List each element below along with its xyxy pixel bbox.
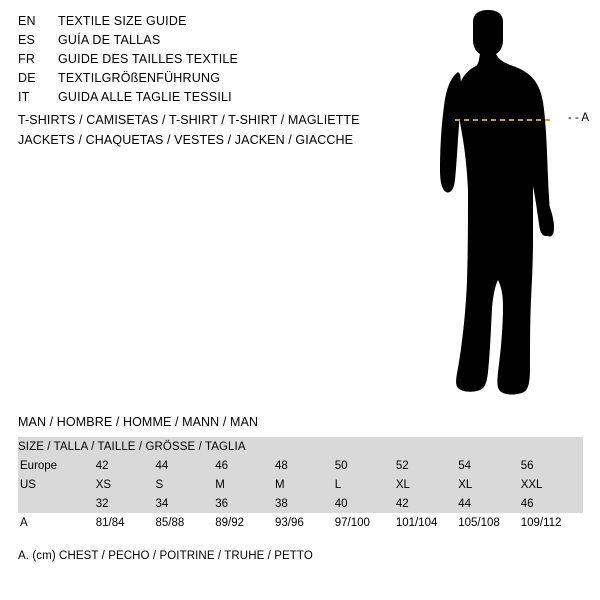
row-label: US [18, 475, 96, 494]
language-title: TEXTILGRÖßENFÜHRUNG [58, 71, 221, 85]
language-code: DE [18, 71, 36, 85]
language-code: FR [18, 52, 36, 66]
cell: 46 [521, 494, 583, 513]
category-tshirts: T-SHIRTS / CAMISETAS / T-SHIRT / T-SHIRT / MAGLIETTE [18, 113, 360, 127]
cell: L [335, 475, 396, 494]
mannequin-figure [400, 10, 600, 400]
cell: 44 [458, 494, 520, 513]
cell: 34 [155, 494, 215, 513]
cell: XS [96, 475, 156, 494]
cell: 32 [96, 494, 156, 513]
cell: 105/108 [458, 513, 520, 532]
language-title: TEXTILE SIZE GUIDE [58, 14, 187, 28]
table-header-row [18, 437, 583, 456]
category-list [18, 110, 418, 150]
language-row [18, 90, 398, 109]
chest-label-dashes: - - [568, 112, 579, 124]
cell: XXL [521, 475, 583, 494]
cell: M [275, 475, 335, 494]
language-code: EN [18, 14, 36, 28]
row-label [18, 494, 96, 513]
language-code: IT [18, 90, 30, 104]
table-title: MAN / HOMBRE / HOMME / MANN / MAN [18, 415, 259, 429]
language-row [18, 33, 398, 52]
cell: 54 [458, 456, 520, 475]
table-header-label: SIZE / TALLA / TAILLE / GRÖSSE / TAGLIA [18, 437, 583, 456]
table-footnote: A. (cm) CHEST / PECHO / POITRINE / TRUHE / PETTO [18, 550, 313, 562]
row-label: Europe [18, 456, 96, 475]
language-title: GUÍA DE TALLAS [58, 33, 161, 47]
cell: 56 [521, 456, 583, 475]
language-code: ES [18, 33, 36, 47]
cell: 42 [396, 494, 458, 513]
cell: 40 [335, 494, 396, 513]
cell: 101/104 [396, 513, 458, 532]
cell: XL [458, 475, 520, 494]
cell: XL [396, 475, 458, 494]
category-jackets: JACKETS / CHAQUETAS / VESTES / JACKEN / GIACCHE [18, 133, 354, 147]
language-title: GUIDE DES TAILLES TEXTILE [58, 52, 239, 66]
cell: 44 [155, 456, 215, 475]
cell: 81/84 [96, 513, 156, 532]
cell: M [215, 475, 275, 494]
male-silhouette-icon [400, 10, 600, 400]
cell: 50 [335, 456, 396, 475]
cell: 46 [215, 456, 275, 475]
cell: 89/92 [215, 513, 275, 532]
language-title: GUIDA ALLE TAGLIE TESSILI [58, 90, 232, 104]
chest-label [568, 112, 589, 124]
language-list [18, 14, 398, 109]
cell: 97/100 [335, 513, 396, 532]
row-label: A [18, 513, 96, 532]
cell: 48 [275, 456, 335, 475]
table-row [18, 513, 583, 532]
table-row [18, 494, 583, 513]
cell: 52 [396, 456, 458, 475]
size-table [18, 437, 583, 532]
language-row [18, 52, 398, 71]
cell: 38 [275, 494, 335, 513]
cell: 85/88 [155, 513, 215, 532]
cell: 109/112 [521, 513, 583, 532]
table-row [18, 475, 583, 494]
cell: 93/96 [275, 513, 335, 532]
chest-label-letter: A [581, 112, 590, 124]
cell: 36 [215, 494, 275, 513]
cell: 42 [96, 456, 156, 475]
table-row [18, 456, 583, 475]
language-row [18, 14, 398, 33]
cell: S [155, 475, 215, 494]
language-row [18, 71, 398, 90]
